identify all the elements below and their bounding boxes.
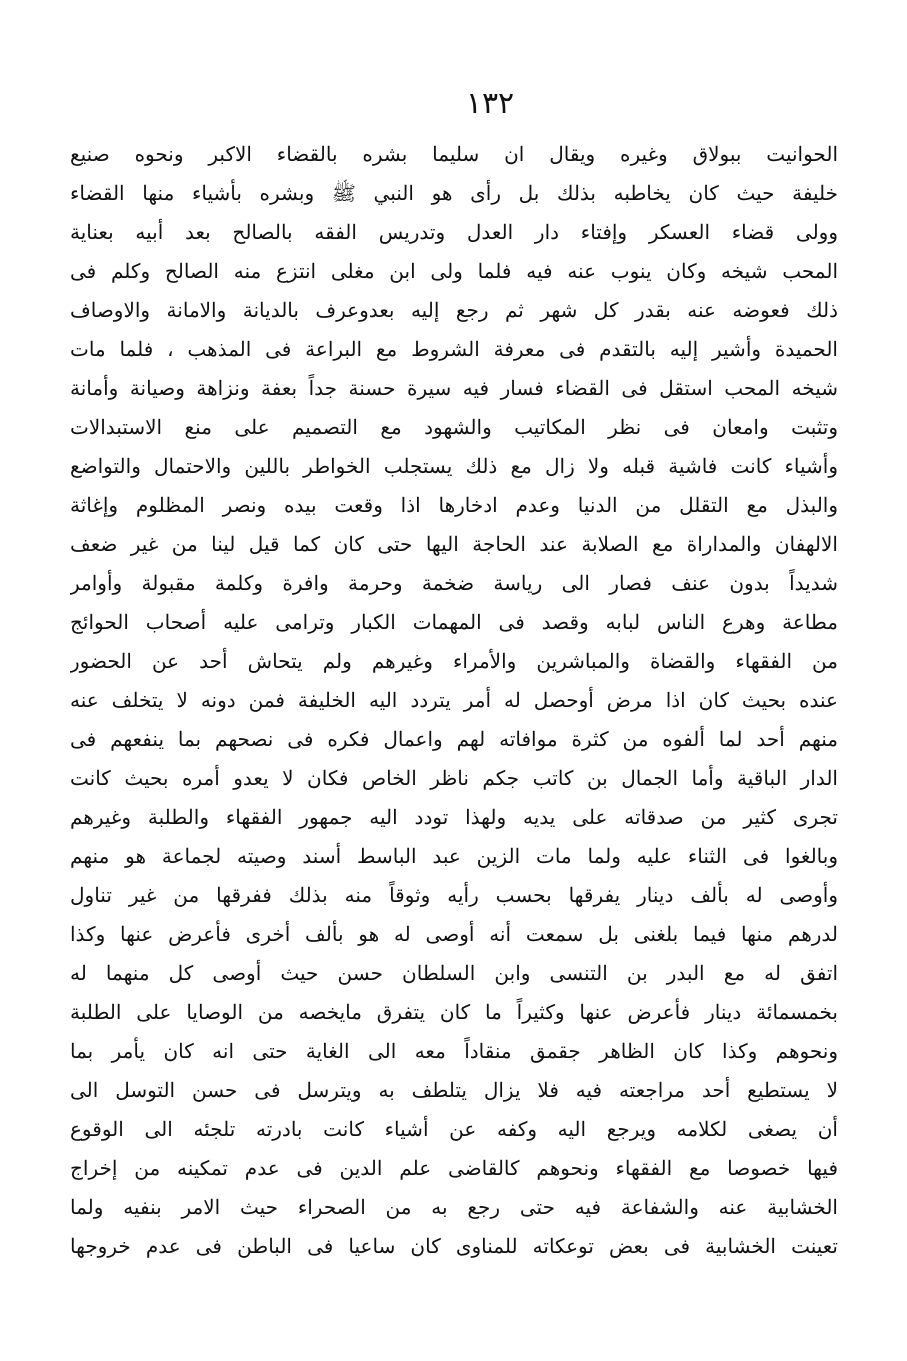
text-line: خليفة حيث كان يخاطبه بذلك بل رأى هو النبي ﷺ وبشره بأشياء منها القضاء: [70, 181, 838, 205]
text-line: أن يصغى لكلامه ويرجع اليه وكفه عن أشياء كانت بادرته تلجئه الى الوقوع: [70, 1117, 838, 1141]
body-text: [70, 135, 838, 1266]
text-line: فيها خصوصا مع الفقهاء ونحوهم كالقاضى علم الدين فى عدم تمكينه من إخراج: [70, 1156, 838, 1180]
text-line: والبذل مع التقلل من الدنيا وعدم ادخارها اذا وقعت بيده ونصر المظلوم وإغاثة: [70, 493, 838, 517]
text-line: وبالغوا فى الثناء عليه ولما مات الزين عبد الباسط أسند وصيته لجماعة هو منهم: [70, 844, 838, 868]
text-line: شيخه المحب استقل فى القضاء فسار فيه سيرة حسنة جداً بعفة ونزاهة وصيانة وأمانة: [70, 376, 838, 400]
text-line: بخمسمائة دينار فأعرض عنها وكثيراً ما كان يتفرق مايخصه من الوصايا على الطلبة: [70, 1000, 838, 1024]
text-line: الخشابية عنه والشفاعة فيه حتى رجع به من الصحراء حيث الامر بنفيه ولما: [70, 1195, 838, 1219]
text-line: لا يستطيع أحد مراجعته فيه فلا يزال يتلطف به ويترسل فى حسن التوسل الى: [70, 1078, 838, 1102]
text-line: عنده بحيث كان اذا مرض أوحصل له أمر يتردد اليه الخليفة فمن دونه لا يتخلف عنه: [70, 688, 838, 712]
text-line: ذلك فعوضه عنه بقدر كل شهر ثم رجع إليه بعدوعرف بالديانة والامانة والاوصاف: [70, 298, 838, 322]
text-line: الحوانيت ببولاق وغيره ويقال ان سليما بشره بالقضاء الاكبر ونحوه صنيع: [70, 142, 838, 166]
text-line: وأوصى له بألف دينار يفرقها بحسب رأيه وثوقاً منه بذلك ففرقها من غير تناول: [70, 883, 838, 907]
text-line: الدار الباقية وأما الجمال بن كاتب جكم ناظر الخاص فكان لا يعدو أمره بحيث كانت: [70, 766, 838, 790]
text-line: تعينت الخشابية فى بعض توعكاته للمناوى كان ساعيا فى الباطن فى عدم خروجها: [70, 1234, 838, 1258]
text-line: وتثبت وامعان فى نظر المكاتيب والشهود مع التصميم على منع الاستبدالات: [70, 415, 838, 439]
text-line: ونحوهم وكذا كان الظاهر جقمق منقاداً معه الى الغاية حتى انه كان يأمر بما: [70, 1039, 838, 1063]
text-line: شديداً بدون عنف فصار الى رياسة ضخمة وحرمة وافرة وكلمة مقبولة وأوامر: [70, 571, 838, 595]
text-line: من الفقهاء والقضاة والمباشرين والأمراء وغيرهم ولم يتحاش أحد عن الحضور: [70, 649, 838, 673]
page-number: ١٣٢: [465, 86, 515, 121]
text-line: المحب شيخه وكان ينوب عنه فيه فلما ولى ابن مغلى انتزع منه الصالح وكلم فى: [70, 259, 838, 283]
text-line: الحميدة وأشير إليه بالتقدم فى معرفة الشروط مع البراعة فى المذهب ، فلما مات: [70, 337, 838, 361]
text-line: منهم أحد لما ألفوه من كثرة موافاته لهم واعمال فكره فى نصحهم بما ينفعهم فى: [70, 727, 838, 751]
text-line: وولى قضاء العسكر وإفتاء دار العدل وتدريس الفقه بالصالح بعد أبيه بعناية: [70, 220, 838, 244]
text-line: الالهفان والمداراة مع الصلابة عند الحاجة اليها حتى كان كما قيل لينا من غير ضعف: [70, 532, 838, 556]
text-line: تجرى كثير من صدقاته على يديه ولهذا تودد اليه جمهور الفقهاء والطلبة وغيرهم: [70, 805, 838, 829]
text-line: اتفق له مع البدر بن التنسى وابن السلطان حسن حيث أوصى كل منهما له: [70, 961, 838, 985]
text-line: وأشياء كانت فاشية قبله ولا زال مع ذلك يستجلب الخواطر باللين والاحتمال والتواضع: [70, 454, 838, 478]
text-line: لدرهم منها فيما بلغنى بل سمعت أنه أوصى له هو بألف أخرى فأعرض عنها وكذا: [70, 922, 838, 946]
text-line: مطاعة وهرع الناس لبابه وقصد فى المهمات الكبار وترامى عليه أصحاب الحوائج: [70, 610, 838, 634]
